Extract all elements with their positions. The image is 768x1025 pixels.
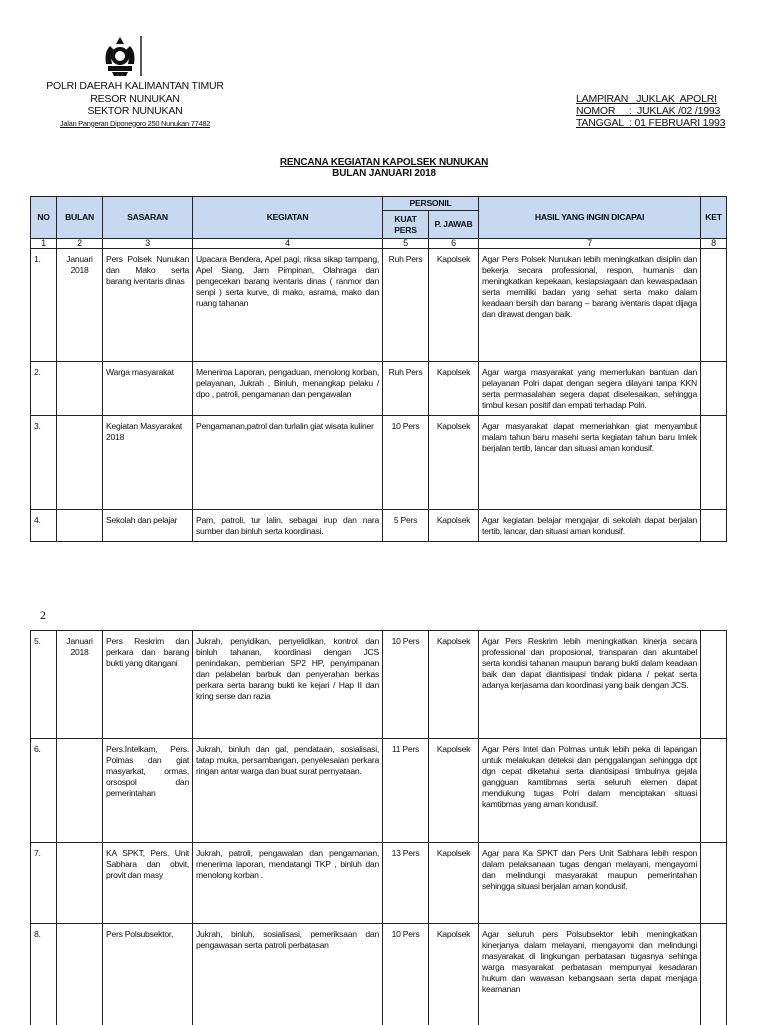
row-ket	[701, 249, 727, 362]
row-bulan: Januari 2018	[57, 249, 103, 362]
row-kuat-pers: 13 Pers	[383, 843, 429, 924]
table-row	[31, 924, 727, 1025]
title-line-2: BULAN JANUARI 2018	[332, 168, 436, 179]
row-bulan	[57, 416, 103, 510]
col-number: 6	[429, 239, 479, 249]
row-no: 7.	[31, 843, 57, 924]
row-kegiatan: Menerima Laporan, pengaduan, menolong korban, pelayanan, Jukrah , Binluh, menangkap pelaku / dpo , patroli, pengamanan dan pengawalan	[193, 362, 383, 416]
org-line-1: POLRI DAERAH KALIMANTAN TIMUR	[46, 80, 224, 92]
row-bulan	[57, 924, 103, 1025]
row-kuat-pers: Ruh Pers	[383, 249, 429, 362]
row-p-jawab: Kapolsek	[429, 510, 479, 542]
row-kuat-pers: Ruh Pers	[383, 362, 429, 416]
col-number: 8	[701, 239, 727, 249]
row-no: 5.	[31, 631, 57, 739]
table-row	[31, 510, 727, 542]
row-hasil: Agar masyarakat dapat memeriahkan giat menyambut malam tahun baru masehi serta kegiatan tahun baru Imlek berjalan tertib, lancar dan situasi aman kondusif.	[479, 416, 701, 510]
row-no: 1.	[31, 249, 57, 362]
col-number: 4	[193, 239, 383, 249]
row-sasaran: Kegiatan Masyarakat 2018	[103, 416, 193, 510]
row-kuat-pers: 10 Pers	[383, 631, 429, 739]
row-sasaran: Pers Reskrim dan perkara dan barang bukti yang ditangani	[103, 631, 193, 739]
row-no: 6.	[31, 739, 57, 843]
lampiran-line: LAMPIRAN JUKLAK APOLRI	[576, 93, 717, 105]
col-number: 5	[383, 239, 429, 249]
row-p-jawab: Kapolsek	[429, 739, 479, 843]
row-ket	[701, 362, 727, 416]
header-p-jawab: P. JAWAB	[429, 211, 479, 239]
table-row	[31, 631, 727, 739]
organization-block	[30, 80, 240, 130]
row-ket	[701, 739, 727, 843]
row-bulan: Januari 2018	[57, 631, 103, 739]
page-number: 2	[40, 608, 46, 622]
nomor-line: NOMOR : JUKLAK /02 /1993	[576, 105, 721, 117]
row-bulan	[57, 510, 103, 542]
row-no: 4.	[31, 510, 57, 542]
row-kegiatan: Jukrah, binluh dan gal, pendataan, sosialisasi, tatap muka, persambangan, penyelesaian perkara ringan antar warga dan buat surat pernyataan.	[193, 739, 383, 843]
police-emblem-icon	[100, 34, 146, 78]
title-line-1: RENCANA KEGIATAN KAPOLSEK NUNUKAN	[279, 157, 489, 168]
header-kuat-pers: KUAT PERS	[383, 211, 429, 239]
row-hasil: Agar para Ka SPKT dan Pers Unit Sabhara lebih respon dalam pelaksanaan tugas dengan melayani, mengayomi dan melindungi masyarakat maupun pemerintahan sehingga situasi berjalan aman kondusif.	[479, 843, 701, 924]
table-row	[31, 249, 727, 362]
activity-table-continued	[30, 630, 727, 1025]
activity-table	[30, 196, 727, 542]
table-row	[31, 843, 727, 924]
row-p-jawab: Kapolsek	[429, 843, 479, 924]
table-row	[31, 739, 727, 843]
row-sasaran: Pers Polsubsektor,	[103, 924, 193, 1025]
row-hasil: Agar warga masyarakat yang memerlukan bantuan dan pelayanan Polri dapat dengan segera dilayani tanpa KKN serta permasalahan segera dapat diselesaikan, sehingga timbul kesan positif dan empati terhadap Polri.	[479, 362, 701, 416]
org-line-3: SEKTOR NUNUKAN	[87, 105, 183, 117]
row-kegiatan: Jukrah, patroli, pengawalan dan pengamanan, menerima laporan, mendatangi TKP , binluh dan menolong korban .	[193, 843, 383, 924]
row-p-jawab: Kapolsek	[429, 416, 479, 510]
header-hasil: HASIL YANG INGIN DICAPAI	[479, 197, 701, 239]
row-sasaran: Pers Polsek Nunukan dan Mako serta barang iventaris dinas	[103, 249, 193, 362]
col-number: 1	[31, 239, 57, 249]
col-number: 7	[479, 239, 701, 249]
col-number: 3	[103, 239, 193, 249]
row-kuat-pers: 10 Pers	[383, 416, 429, 510]
header-sasaran: SASARAN	[103, 197, 193, 239]
row-kegiatan: Pengamanan,patrol dan turlalin giat wisata kuliner	[193, 416, 383, 510]
col-number: 2	[57, 239, 103, 249]
row-ket	[701, 924, 727, 1025]
header-bulan: BULAN	[57, 197, 103, 239]
row-no: 3.	[31, 416, 57, 510]
row-hasil: Agar Pers Intel dan Polmas untuk lebih peka di lapangan untuk melakukan deteksi dan penggalangan sehingga dpt dgn cepat diketahui serta diantisipasi timbulnya gejala gangguan kamtibmas serta seluruh elemen dapat mendukung tugas Polri dalam menciptakan situasi kamtibmas yang aman kondusif.	[479, 739, 701, 843]
row-p-jawab: Kapolsek	[429, 924, 479, 1025]
tanggal-line: TANGGAL : 01 FEBRUARI 1993	[576, 117, 726, 129]
row-kuat-pers: 5 Pers	[383, 510, 429, 542]
table-row	[31, 362, 727, 416]
header-no: NO	[31, 197, 57, 239]
row-bulan	[57, 362, 103, 416]
row-kegiatan: Jukrah, binluh, sosialisasi, pemeriksaan dan pengawasan serta patroli perbatasan	[193, 924, 383, 1025]
org-line-2: RESOR NUNUKAN	[90, 92, 180, 105]
row-no: 8.	[31, 924, 57, 1025]
row-hasil: Agar kegiatan belajar mengajar di sekolah dapat berjalan tertib, lancar, dan situasi aman kondusif.	[479, 510, 701, 542]
row-sasaran: Warga masyarakat	[103, 362, 193, 416]
row-kegiatan: Upacara Bendera, Apel pagi, riksa sikap tampang, Apel Siang, Jam Pimpinan, Olahraga dan pengecekan barang iventaris dinas ( ranmor dan senpi ) serta kurve, di mako, asrama, mako dan ruang tahanan	[193, 249, 383, 362]
header-ket: KET	[701, 197, 727, 239]
row-no: 2.	[31, 362, 57, 416]
row-p-jawab: Kapolsek	[429, 362, 479, 416]
row-kegiatan: Jukrah, penyidikan, penyelidikan, kontrol dan binluh tahanan, koordinasi dengan JCS penindakan, pemberian SP2 HP, penyimpanan dan pelabelan barbuk dan penyerahan berkas perkara serta barang bukti ke kejari / Hap II dan kring serse dan razia	[193, 631, 383, 739]
row-sasaran: KA SPKT, Pers. Unit Sabhara dan obvit, provit dan masy	[103, 843, 193, 924]
row-kuat-pers: 11 Pers	[383, 739, 429, 843]
table-row	[31, 416, 727, 510]
row-sasaran: Sekolah dan pelajar	[103, 510, 193, 542]
row-p-jawab: Kapolsek	[429, 249, 479, 362]
row-sasaran: Pers.Intelkam, Pers. Polmas dan giat masyarkat, ormas, orsospol dan pemerintahan	[103, 739, 193, 843]
org-address: Jalan Pangeran Diponegoro 250 Nunukan 77482	[59, 118, 211, 128]
header-personil: PERSONIL	[383, 197, 479, 211]
row-p-jawab: Kapolsek	[429, 631, 479, 739]
lampiran-block	[576, 93, 725, 129]
header-kegiatan: KEGIATAN	[193, 197, 383, 239]
row-bulan	[57, 843, 103, 924]
row-ket	[701, 843, 727, 924]
row-ket	[701, 510, 727, 542]
row-kegiatan: Pam, patroli, tur lalin, sebagai irup dan nara sumber dan binluh serta koordinasi.	[193, 510, 383, 542]
row-ket	[701, 416, 727, 510]
document-title	[0, 157, 768, 179]
row-hasil: Agar seluruh pers Polsubsektor lebih meningkatkan kinerjanya dalam melayani, mengayomi dan melindungi masyarakat di lingkungan perbatasan tugasnya sehinga warga masyarakat perbatasan mempunyai kesadaran hukum dan wawasan kebangsaan serta dapat menjaga keamanan	[479, 924, 701, 1025]
row-hasil: Agar Pers Reskrim lebih meningkatkan kinerja secara professional dan proposional, transparan dan akuntabel serta kondisi tahanan maupun barang bukti dalam keadaan baik dan dapat diantisipasi tindak pidana / pekat serta adanya kerjasama dan koordinasi yang baik dengan JCS.	[479, 631, 701, 739]
row-bulan	[57, 739, 103, 843]
row-kuat-pers: 10 Pers	[383, 924, 429, 1025]
row-ket	[701, 631, 727, 739]
row-hasil: Agar Pers Polsek Nunukan lebih meningkatkan disiplin dan bekerja secara professional, respon, humanis dan meningkatkan kepekaan, kesiapsiagaan dan kewaspadaan serta memiliki badan yang sehat serta mako dalam keadaan bersih dan barang – barang iventaris dapat dijaga dan dirawat dengan baik.	[479, 249, 701, 362]
